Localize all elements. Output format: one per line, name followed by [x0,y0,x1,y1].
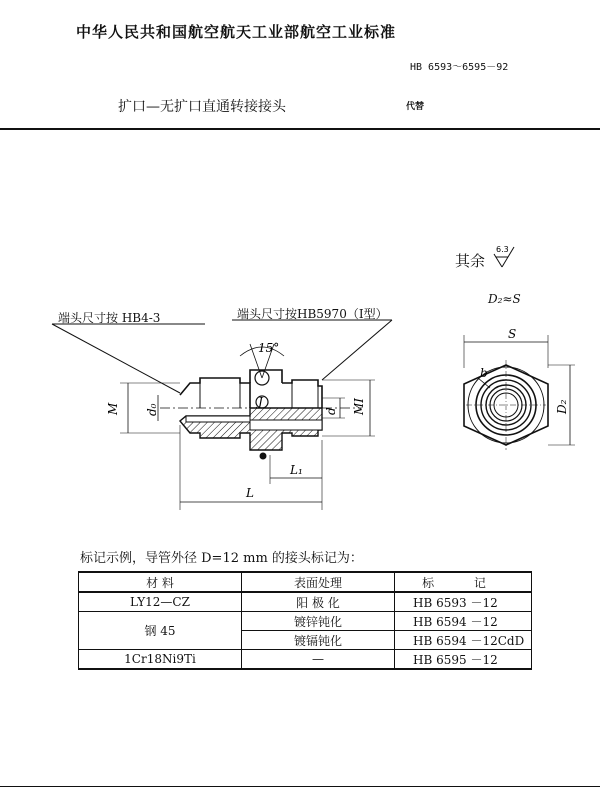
marking-table [78,571,532,670]
header-material: 材 料 [79,572,242,592]
dim-angle: 15° [258,341,280,355]
marking-example: 标记示例，导管外径 D=12 mm 的接头标记为： [80,551,363,566]
cell-treatment: — [242,650,395,670]
roughness-remaining-label: 其余 [455,252,486,270]
header-mark: 标 记 [395,572,532,592]
d2-relation: D₂≈S [488,292,521,306]
cell-mark: HB 6594 －12CdD [395,631,532,650]
table-header-row [79,572,532,592]
table-row [79,612,532,631]
dim-j: J [258,395,263,409]
dim-m: M [106,402,120,415]
table-row [79,592,532,612]
cell-material: 1Cr18Ni9Ti [79,650,242,670]
cell-mark: HB 6594 －12 [395,612,532,631]
replace-label: 代替 [406,102,425,112]
footer-rule [0,786,600,787]
dim-s: S [508,327,517,341]
dim-l: L [246,486,254,500]
cell-treatment: 阳 极 化 [242,592,395,612]
dim-d2: D₂ [555,399,569,414]
header-treatment: 表面处理 [242,572,395,592]
standard-org-title: 中华人民共和国航空航天工业部航空工业标准 [76,23,397,41]
cell-material: 钢 45 [79,612,242,650]
cell-treatment: 镀锌钝化 [242,612,395,631]
roughness-value: 6.3 [496,245,509,254]
table-row [79,650,532,670]
left-end-note: 端头尺寸按 HB4-3 [58,311,161,325]
standard-number: HB 6593～6595－92 [410,62,509,73]
cell-material: LY12—CZ [79,592,242,612]
dim-b: b [480,366,488,380]
cell-mark: HB 6595 －12 [395,650,532,670]
dim-mi: MI [352,397,366,415]
cell-treatment: 镀镉钝化 [242,631,395,650]
dim-d0: d₀ [145,403,159,416]
dim-l1: L₁ [290,463,303,477]
dim-d: d [324,407,338,415]
right-end-note: 端头尺寸按HB5970（Ⅰ型） [237,307,388,321]
product-name: 扩口—无扩口直通转接接头 [118,99,286,115]
cell-mark: HB 6593 －12 [395,592,532,612]
